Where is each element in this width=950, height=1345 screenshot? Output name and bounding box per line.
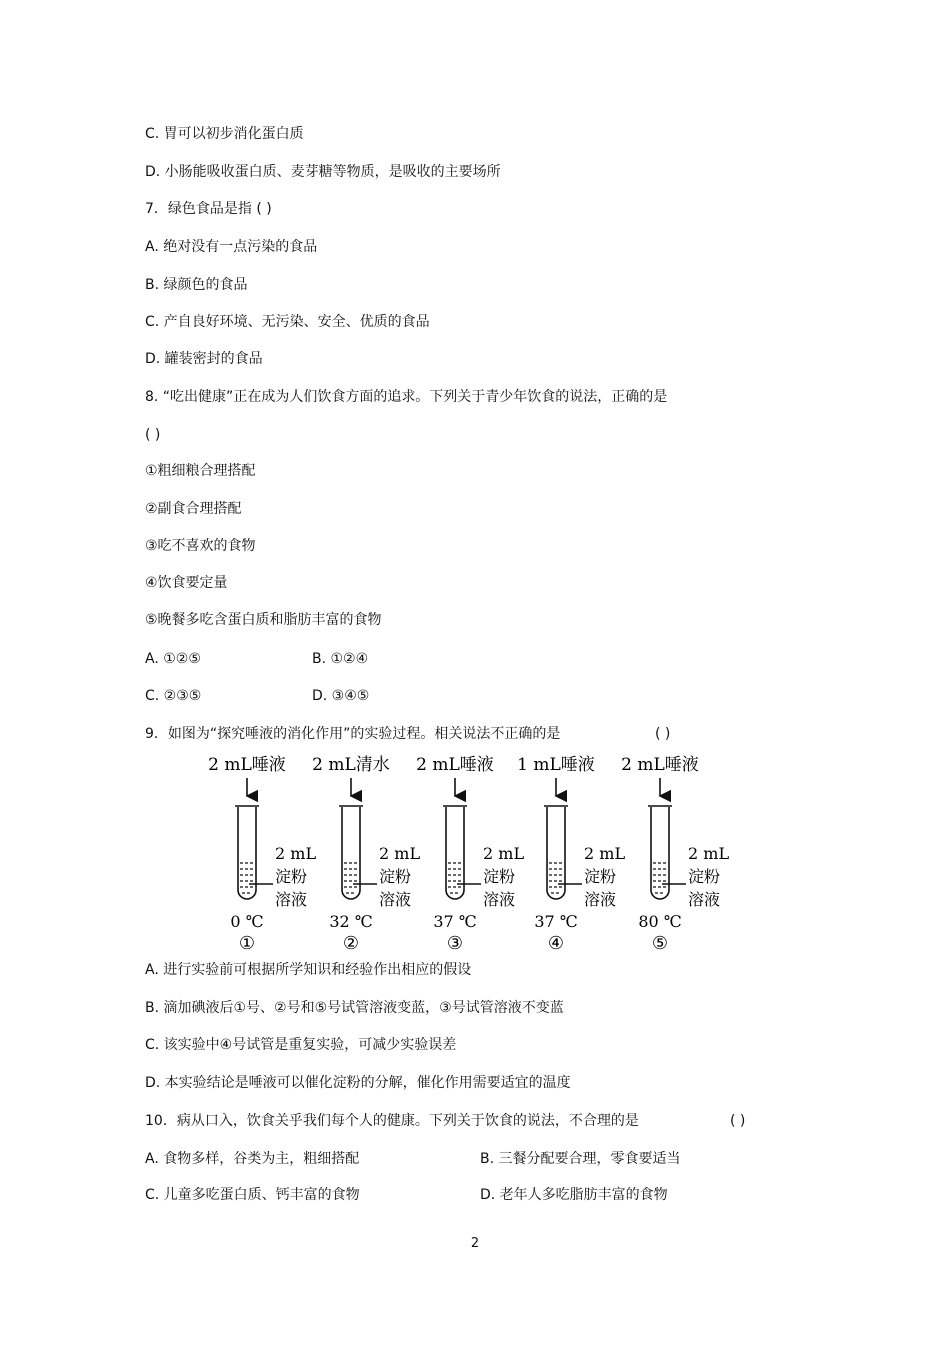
tube-side-label: 淀粉: [688, 867, 721, 886]
q9-option-c: C. 该实验中④号试管是重复实验，可减少实验误差: [145, 1037, 457, 1053]
tube-side-label: 淀粉: [275, 867, 308, 886]
tube-side-label: 溶液: [379, 890, 412, 909]
tube-number: ④: [547, 933, 565, 954]
q7-option-b: B. 绿颜色的食品: [145, 277, 248, 293]
tube-body: [547, 807, 565, 899]
q6-option-c: C. 胃可以初步消化蛋白质: [145, 126, 304, 142]
q9-stem: 9．如图为“探究唾液的消化作用”的实验过程。相关说法不正确的是: [145, 726, 561, 742]
q7-option-a: A. 绝对没有一点污染的食品: [145, 239, 318, 255]
tube-number: ②: [342, 933, 360, 954]
tube-side-label: 淀粉: [483, 867, 516, 886]
tube-body: [342, 807, 360, 899]
tube-temperature: 32 ℃: [329, 912, 373, 931]
test-tube-3: [416, 755, 524, 954]
tube-number: ③: [446, 933, 464, 954]
q8-item-2: ②副食合理搭配: [145, 501, 242, 517]
q8-option-b: B. ①②④: [312, 651, 369, 667]
q8-item-3: ③吃不喜欢的食物: [145, 538, 256, 554]
tube-body: [238, 807, 256, 899]
test-tube-5: [621, 755, 729, 954]
tube-number: ①: [238, 933, 256, 954]
tube-top-label: 2 mL唾液: [621, 755, 699, 775]
q8-stem: 8. “吃出健康”正在成为人们饮食方面的追求。下列关于青少年饮食的说法，正确的是: [145, 389, 668, 405]
tube-temperature: 37 ℃: [433, 912, 477, 931]
q8-option-d: D. ③④⑤: [312, 688, 370, 704]
tube-body: [651, 807, 669, 899]
tube-side-label: 2 mL: [275, 844, 317, 863]
tube-side-label: 2 mL: [584, 844, 626, 863]
q7-option-d: D. 罐装密封的食品: [145, 351, 263, 367]
tube-side-label: 2 mL: [379, 844, 421, 863]
q8-item-4: ④饮食要定量: [145, 575, 228, 591]
q8-item-1: ①粗细粮合理搭配: [145, 463, 256, 479]
q9-option-a: A. 进行实验前可根据所学知识和经验作出相应的假设: [145, 962, 472, 978]
q8-option-c: C. ②③⑤: [145, 688, 202, 704]
tube-top-label: 2 mL唾液: [208, 755, 286, 775]
test-tube-2: [312, 755, 420, 954]
q10-option-d: D. 老年人多吃脂肪丰富的食物: [480, 1187, 668, 1203]
q10-stem: 10．病从口入，饮食关乎我们每个人的健康。下列关于饮食的说法，不合理的是: [145, 1113, 639, 1129]
test-tube-1: [208, 755, 316, 954]
tube-side-label: 淀粉: [584, 867, 617, 886]
tube-temperature: 80 ℃: [638, 912, 682, 931]
q10-option-c: C. 儿童多吃蛋白质、钙丰富的食物: [145, 1187, 360, 1203]
q8-option-a: A. ①②⑤: [145, 651, 201, 667]
tube-side-label: 2 mL: [483, 844, 525, 863]
tube-body: [446, 807, 464, 899]
tube-side-label: 2 mL: [688, 844, 730, 863]
q10-option-b: B. 三餐分配要合理，零食要适当: [480, 1151, 681, 1167]
tube-side-label: 溶液: [483, 890, 516, 909]
q9-paren: ( ): [655, 726, 671, 742]
tube-side-label: 淀粉: [379, 867, 412, 886]
test-tube-4: [517, 755, 625, 954]
q9-option-b: B. 滴加碘液后①号、②号和⑤号试管溶液变蓝，③号试管溶液不变蓝: [145, 1000, 564, 1016]
experiment-figure: [205, 750, 745, 955]
q7-stem: 7．绿色食品是指 ( ): [145, 201, 272, 217]
tube-side-label: 溶液: [275, 890, 308, 909]
tube-top-label: 2 mL清水: [312, 755, 390, 775]
q8-paren: ( ): [145, 427, 161, 443]
tube-top-label: 1 mL唾液: [517, 755, 595, 775]
tube-temperature: 37 ℃: [534, 912, 578, 931]
q10-paren: ( ): [730, 1113, 746, 1129]
q10-option-a: A. 食物多样，谷类为主，粗细搭配: [145, 1151, 360, 1167]
tube-side-label: 溶液: [584, 890, 617, 909]
tube-number: ⑤: [651, 933, 669, 954]
tube-temperature: 0 ℃: [230, 912, 264, 931]
q7-option-c: C. 产自良好环境、无污染、安全、优质的食品: [145, 314, 430, 330]
q8-item-5: ⑤晚餐多吃含蛋白质和脂肪丰富的食物: [145, 612, 382, 628]
q9-option-d: D. 本实验结论是唾液可以催化淀粉的分解，催化作用需要适宜的温度: [145, 1075, 571, 1091]
tube-side-label: 溶液: [688, 890, 721, 909]
page-number: 2: [470, 1236, 480, 1251]
q6-option-d: D. 小肠能吸收蛋白质、麦芽糖等物质，是吸收的主要场所: [145, 164, 501, 180]
tube-top-label: 2 mL唾液: [416, 755, 494, 775]
